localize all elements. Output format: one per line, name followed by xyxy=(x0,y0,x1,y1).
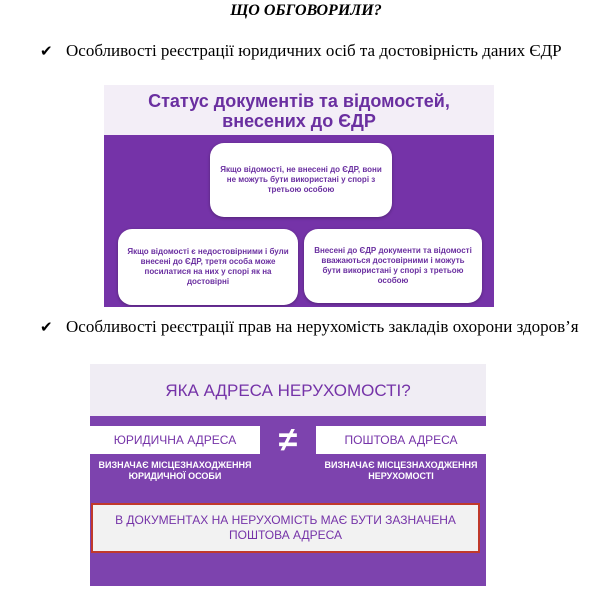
slide-edr-status xyxy=(104,85,494,307)
legal-address-label: ЮРИДИЧНА АДРЕСА xyxy=(90,426,260,454)
notice-text: В ДОКУМЕНТАХ НА НЕРУХОМІСТЬ МАЄ БУТИ ЗАЗНАЧЕНА ПОШТОВА АДРЕСА xyxy=(115,513,456,542)
notice-box xyxy=(91,503,480,553)
slide-title-line: Статус документів та відомостей, xyxy=(148,91,450,111)
slide-property-address xyxy=(90,364,486,586)
slide-title: ЯКА АДРЕСА НЕРУХОМОСТІ? xyxy=(165,381,411,400)
bubble-text: Якщо відомості, не внесені до ЄДР, вони не можуть бути використані у спорі з третьою особою xyxy=(220,165,382,194)
bubble-text: Якщо відомості є недостовірними і були внесені до ЄДР, третя особа може посилатися на них у спорі як на достовірні xyxy=(127,247,289,286)
info-bubble xyxy=(210,143,392,217)
postal-address-label: ПОШТОВА АДРЕСА xyxy=(316,426,486,454)
legal-address-description: ВИЗНАЧАЄ МІСЦЕЗНАХОДЖЕННЯ ЮРИДИЧНОЇ ОСОБИ xyxy=(98,460,252,481)
bullet-text: Особливості реєстрації юридичних осіб та достовірність даних ЄДР xyxy=(66,41,562,60)
postal-address-description: ВИЗНАЧАЄ МІСЦЕЗНАХОДЖЕННЯ НЕРУХОМОСТІ xyxy=(324,460,478,481)
bullet-text: Особливості реєстрації прав на нерухомість закладів охорони здоров’я xyxy=(66,317,579,336)
bubble-text: Внесені до ЄДР документи та відомості вважаються достовірними і можуть бути використані у спорі з третьою особою xyxy=(314,246,472,285)
info-bubble xyxy=(304,229,482,303)
bullet-item-real-estate xyxy=(40,316,600,338)
bullet-item-edr xyxy=(40,40,600,62)
slide-title-line: внесених до ЄДР xyxy=(222,111,376,131)
slide-title xyxy=(104,91,494,131)
page-heading: ЩО ОБГОВОРИЛИ? xyxy=(230,2,382,19)
not-equal-icon: ≠ xyxy=(278,421,298,459)
info-bubble xyxy=(118,229,298,305)
checkmark-icon: ✔ xyxy=(40,42,53,60)
checkmark-icon: ✔ xyxy=(40,318,53,336)
